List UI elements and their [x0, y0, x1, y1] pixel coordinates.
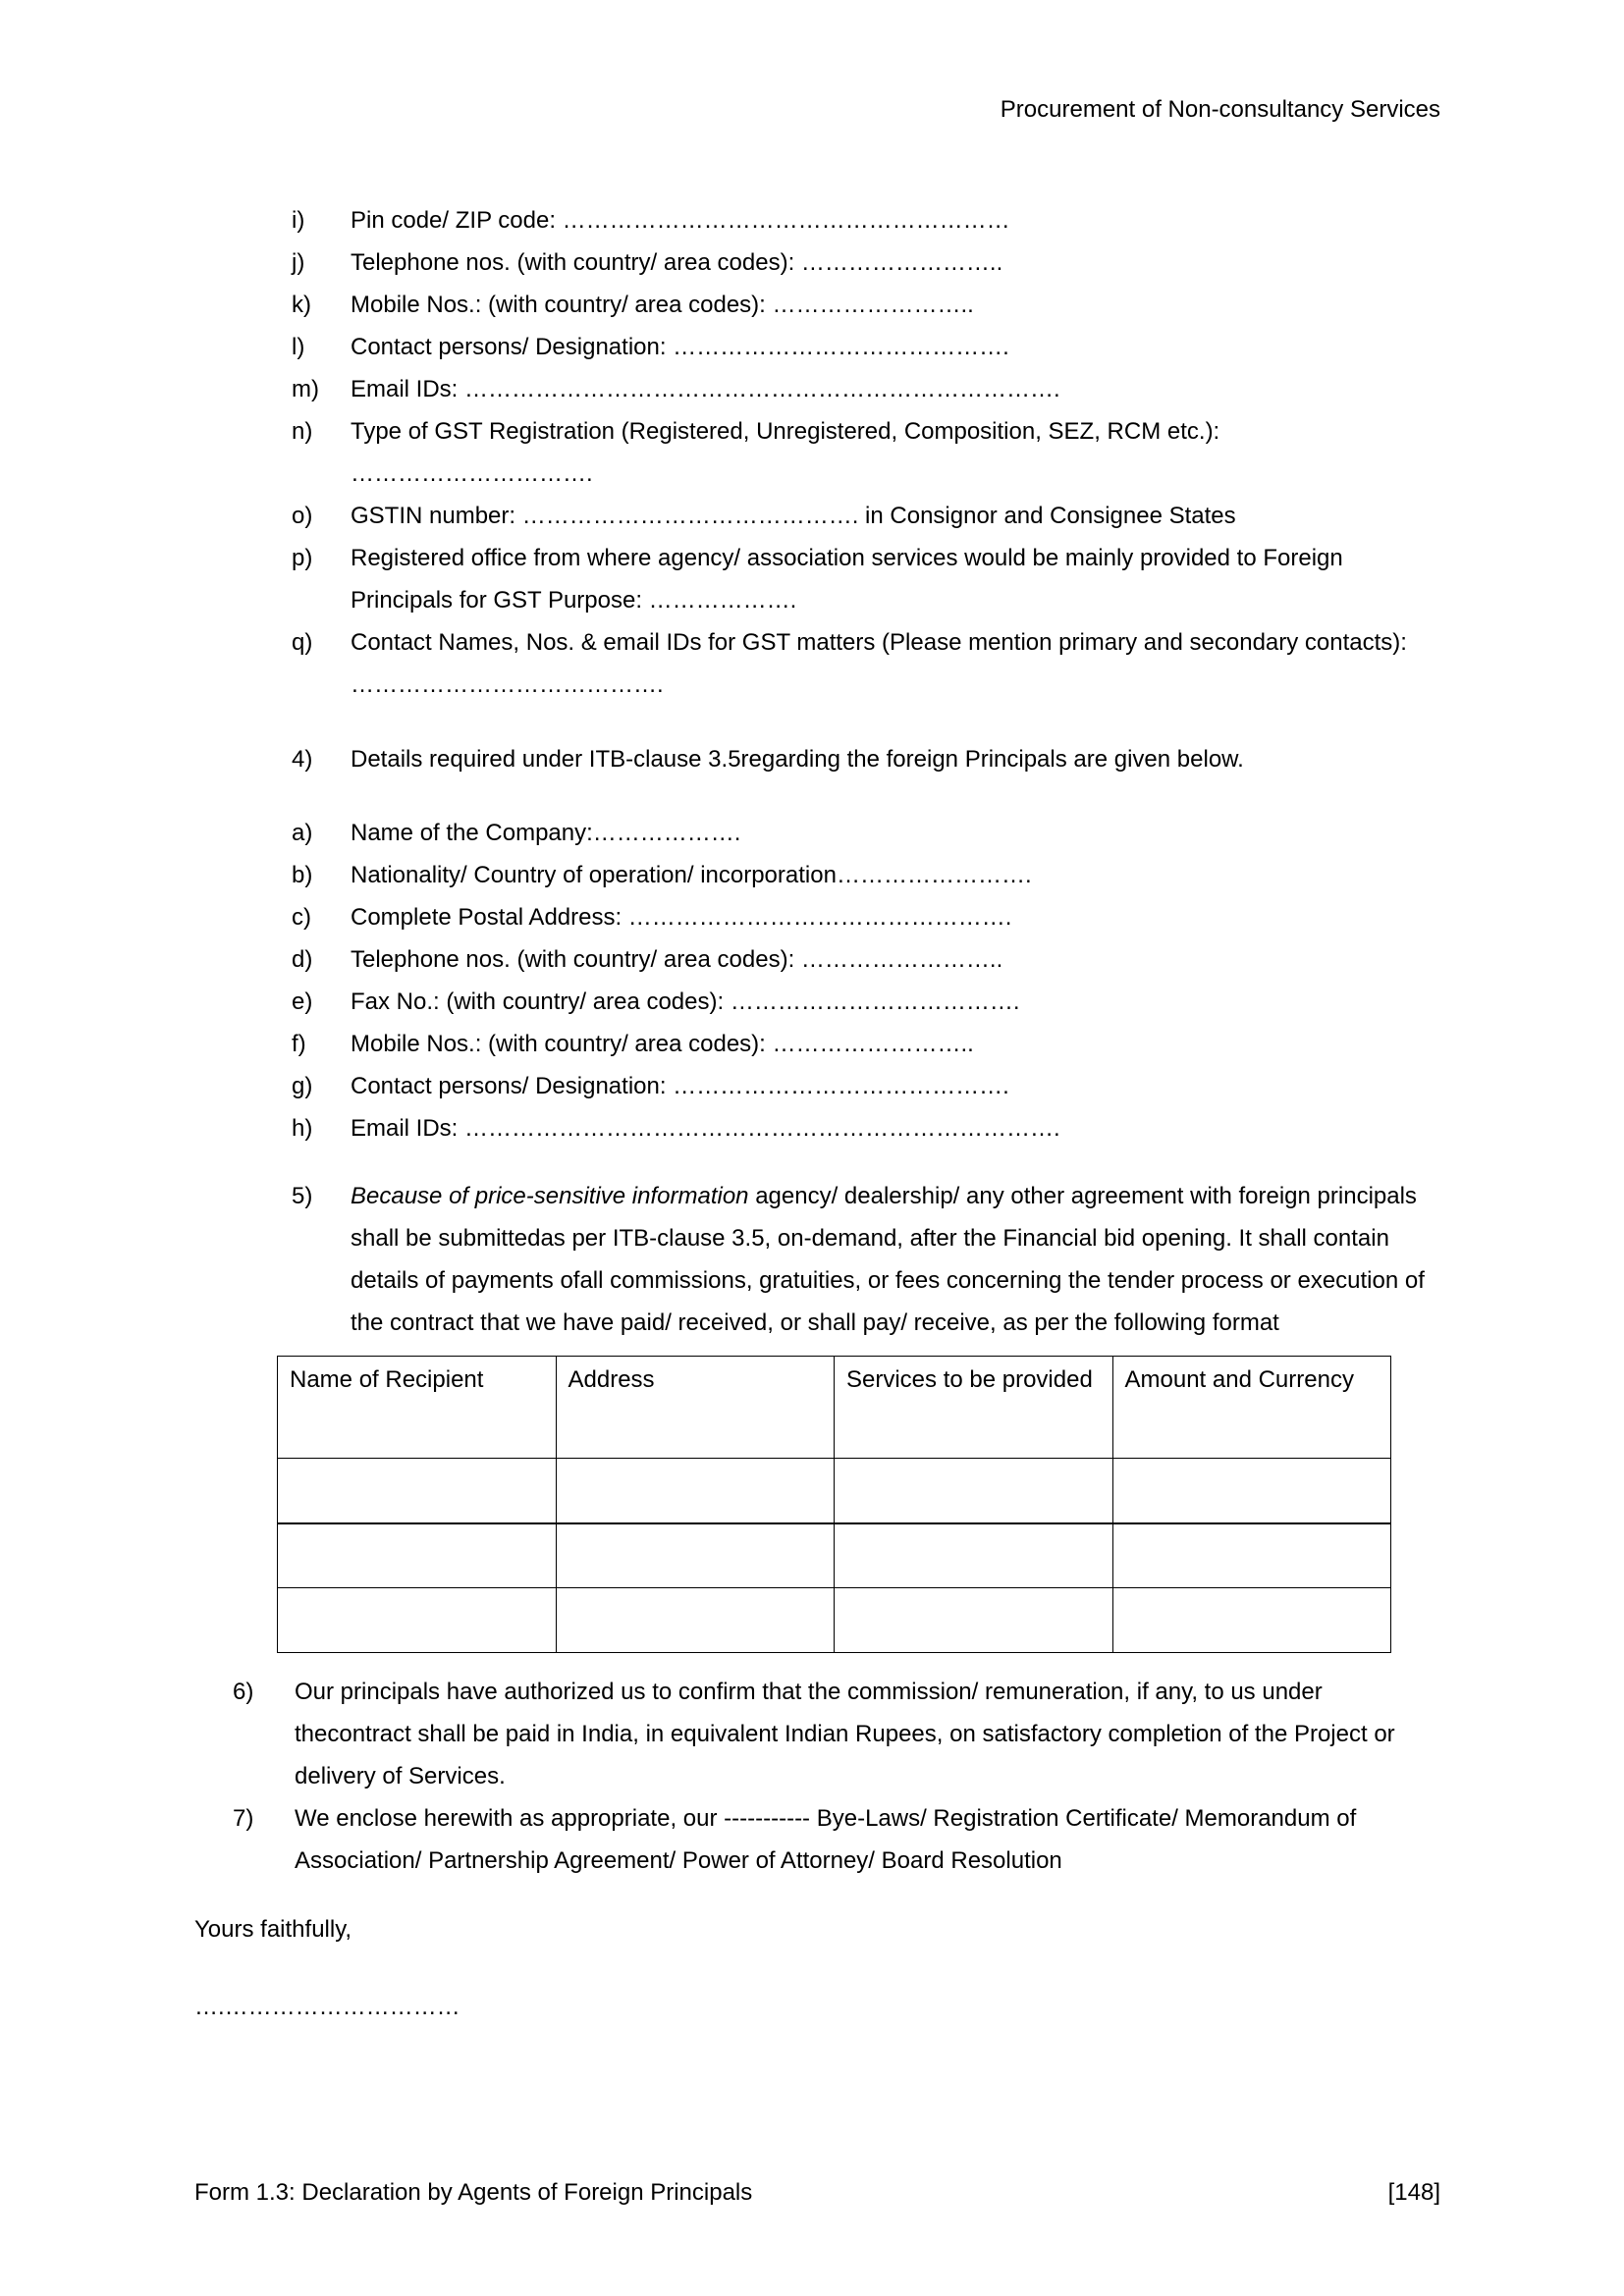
table-cell: [1112, 1588, 1391, 1653]
list-item-marker: e): [292, 988, 313, 1015]
list-item-marker: j): [292, 249, 305, 276]
list-item: [194, 199, 1440, 241]
list-item-text-line2: ………………………….: [351, 460, 593, 487]
list-item: [194, 1023, 1440, 1065]
list-a-to-h: [194, 812, 1440, 1149]
page-header: [194, 88, 1440, 131]
list-item: [194, 495, 1440, 537]
item-7-marker: 7): [233, 1805, 254, 1832]
list-item-marker: a): [292, 820, 313, 846]
item-6-marker: 6): [233, 1679, 254, 1705]
closing-line: Yours faithfully,: [194, 1916, 352, 1943]
list-item-text-line1: Type of GST Registration (Registered, Unregistered, Composition, SEZ, RCM etc.):: [351, 418, 1220, 445]
table-cell: [278, 1588, 557, 1653]
list-item: [194, 241, 1440, 284]
list-item: [194, 537, 1440, 621]
list-item-marker: c): [292, 904, 311, 931]
table-cell: [556, 1588, 835, 1653]
table-row: [278, 1459, 1391, 1523]
table-cell: [278, 1523, 557, 1588]
list-item-text: Complete Postal Address: ………………………………………….: [351, 904, 1012, 931]
list-item-marker: n): [292, 418, 313, 445]
list-item-marker: m): [292, 376, 319, 402]
item-5-marker: 5): [292, 1183, 313, 1209]
list-item: [194, 326, 1440, 368]
table-cell: [1112, 1459, 1391, 1523]
list-item-text: Fax No.: (with country/ area codes): ……………………………….: [351, 988, 1020, 1015]
list-item-text: Contact persons/ Designation: …………………………………….: [351, 334, 1009, 360]
item-4-marker: 4): [292, 746, 313, 773]
signature-line: ….…………………………: [194, 1994, 460, 2020]
item-5-italic-lead: Because of price-sensitive information: [351, 1183, 749, 1209]
item-6-text: Our principals have authorized us to confirm that the commission/ remuneration, if any, to us under thecontract shall be paid in India, in equivalent Indian Rupees, on satisfactory completion of the Project or delivery of Services.: [295, 1679, 1395, 1789]
list-item-marker: k): [292, 292, 311, 318]
item-7-text: We enclose herewith as appropriate, our ----------- Bye-Laws/ Registration Certificate/ Memorandum of Association/ Partnership Agreement/ Power of Attorney/ Board Resolution: [295, 1805, 1357, 1874]
table-cell: [556, 1459, 835, 1523]
list-item-marker: b): [292, 862, 313, 888]
list-item-text: Name of the Company:……………….: [351, 820, 741, 846]
list-item-text: Contact Names, Nos. & email IDs for GST matters (Please mention primary and secondary contacts): ………………………………….: [351, 629, 1407, 698]
list-item-text: Telephone nos. (with country/ area codes): ……………………..: [351, 946, 1003, 973]
table-header-cell: Address: [556, 1357, 835, 1459]
list-item-text: Nationality/ Country of operation/ incorporation…………………….: [351, 862, 1032, 888]
list-item-marker: l): [292, 334, 305, 360]
list-item-text: Email IDs: ………………………………………………………………….: [351, 376, 1060, 402]
list-item-marker: h): [292, 1115, 313, 1142]
list-item: [194, 368, 1440, 410]
list-item-marker: q): [292, 629, 313, 656]
list-item-text: GSTIN number: ……………………………………. in Consignor and Consignee States: [351, 503, 1236, 529]
list-item-marker: f): [292, 1031, 306, 1057]
list-item: [194, 284, 1440, 326]
table-cell: [835, 1459, 1113, 1523]
table-header-row: [278, 1357, 1391, 1459]
list-i-to-q: [194, 199, 1440, 706]
footer-page-number: [148]: [1387, 2179, 1440, 2206]
list-item-text: Telephone nos. (with country/ area codes): ……………………..: [351, 249, 1003, 276]
item-7: [194, 1797, 1440, 1882]
list-item: [194, 812, 1440, 854]
item-5-body: agency/ dealership/ any other agreement with foreign principals shall be submittedas per ITB-clause 3.5, on-demand, after the Financial bid opening. It shall contain details of payments ofall commissions, gratuities, or fees concerning the tender process or execution of the contract that we have paid/ received, or shall pay/ receive, as per the following format: [351, 1183, 1425, 1336]
list-item-text: [351, 410, 1440, 495]
list-item: [194, 896, 1440, 938]
table-row: [278, 1588, 1391, 1653]
footer-form-title: Form 1.3: Declaration by Agents of Foreign Principals: [194, 2179, 753, 2206]
table-cell: [556, 1523, 835, 1588]
item-5-text: [351, 1175, 1440, 1344]
table-cell: [1112, 1523, 1391, 1588]
list-item-text: Mobile Nos.: (with country/ area codes): ……………………..: [351, 292, 974, 318]
table-cell: [835, 1588, 1113, 1653]
item-5: [194, 1175, 1440, 1344]
list-item-marker: d): [292, 946, 313, 973]
list-item-marker: p): [292, 545, 313, 571]
item-4-text: Details required under ITB-clause 3.5regarding the foreign Principals are given below.: [351, 746, 1244, 773]
header-title: Procurement of Non-consultancy Services: [1000, 96, 1440, 123]
list-item-marker: o): [292, 503, 313, 529]
list-item: [194, 410, 1440, 495]
list-item: [194, 1107, 1440, 1149]
list-item-marker: i): [292, 207, 305, 234]
list-item-text: Mobile Nos.: (with country/ area codes): ……………………..: [351, 1031, 974, 1057]
table-row: [278, 1523, 1391, 1588]
page-footer: [194, 2171, 1440, 2214]
list-item-text: Pin code/ ZIP code: …………………………………………………: [351, 207, 1010, 234]
item-4: [194, 738, 1440, 780]
table-header-cell: Name of Recipient: [278, 1357, 557, 1459]
table-header-cell: Amount and Currency: [1112, 1357, 1391, 1459]
table-cell: [278, 1459, 557, 1523]
table-header-cell: Services to be provided: [835, 1357, 1113, 1459]
list-item-marker: g): [292, 1073, 313, 1099]
list-item-text: Contact persons/ Designation: …………………………………….: [351, 1073, 1009, 1099]
commission-table: [277, 1356, 1391, 1653]
table-cell: [835, 1523, 1113, 1588]
list-item-text: Registered office from where agency/ association services would be mainly provided to Foreign Principals for GST Purpose: ……………….: [351, 545, 1343, 614]
list-item: [194, 938, 1440, 981]
item-6: [194, 1671, 1440, 1797]
list-item-text: Email IDs: ………………………………………………………………….: [351, 1115, 1060, 1142]
list-item: [194, 621, 1440, 706]
list-item: [194, 1065, 1440, 1107]
list-item: [194, 854, 1440, 896]
list-item: [194, 981, 1440, 1023]
